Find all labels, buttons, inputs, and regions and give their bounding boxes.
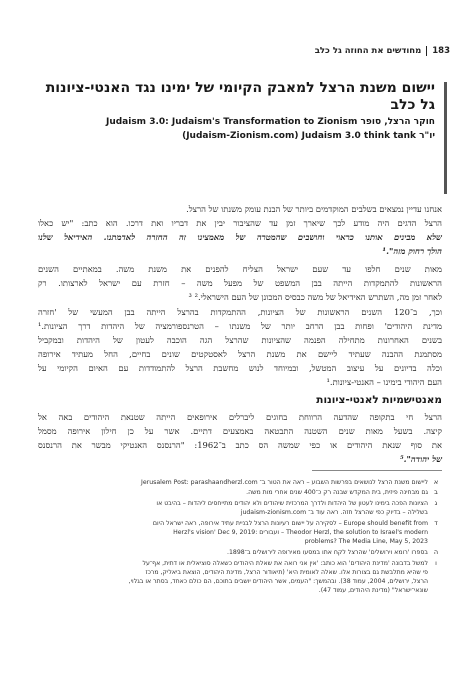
footnote-line: הרצל, ירושלים, 2004, עמוד 38). ובהמשך: "העמים, אשר היהודים יושבים בתוכם, הם כולם כאחד, בסתר או בגלוי, (128, 578, 428, 585)
body-line: העם היהודי בימינו – האנטי-ציונות.¹ (326, 377, 442, 387)
body-line: אנחנו עדיין נמצאים בשלבים המוקדמים ביותר של הבנת עומק משנתו של הרצל. (186, 204, 442, 214)
article-title-line1: יישום משנת הרצל למאבק הקיומי של ימינו נגד האנטי-ציונות (45, 80, 435, 96)
footnote-mark: א (433, 478, 439, 486)
footnote-line: בשלילה – בדיוק כפי שהרצל חזה. ראה עוד ב־ judaism-zionism.com (240, 509, 428, 516)
running-header (20, 44, 450, 58)
body-line-emphasis: הולך רחוק מזה".¹ (382, 246, 442, 256)
body-line-emphasis: שלא מבינים אותנו כראוי וחושבים שהמטרה של מאמצינו זה החזרה לאדמתנו. האידיאל שלנו (38, 232, 442, 242)
author-affiliation-2: (Judaism-Zionism.com) Judaism 3.0 think tank יו"ר (182, 131, 435, 141)
article-title-block (34, 80, 447, 198)
footnote-line: problems? The Media Line, May 5, 2023 (304, 538, 428, 545)
body-line: מדינת היהודים' ופחות בבן הרחב יותר של משנתו – הטרנספורמציה של היהדות דרך הציונות.¹ (38, 321, 442, 331)
header-title: מחודשים את החוזה גל כלב (314, 46, 422, 56)
footnote-line: הציונות הפכה בימינו לעטון של היהדות ולדרך המרכזית שיהודים ולא יהודים מתייחסים ליהדות – בהיבט או (156, 500, 428, 507)
body-line-emphasis: של יהודה".⁵ (399, 454, 442, 464)
footnote-mark: ה (433, 548, 439, 556)
footnote-line: שונאי־ישראל" (מדינת היהודים, עמוד 47). (318, 587, 428, 594)
body-line: וכלה בדיונים על עיצוב המטשל, ובמיוחד לנוש מחשבת הרצל להתמודדות עם האיום הקיומי על (38, 363, 442, 373)
footnote-line: למשל בדבונה 'מדינת היהודים' הוא כותב: 'אין אני רואה את שאלת היהודים כשאלה סוציאלית או דתית, אף־על (142, 560, 428, 567)
footnote-mark: ג (434, 499, 438, 507)
footnote-line: Europe should benefit from – לסקירה על יישום רעיונות הרצל לבניית עתיד אירופה, ראה ישראל היום (152, 520, 428, 527)
footnote-line: בספרו 'רומא וירושלים' שהרצל לקח אתו במסעו מאירופה לירושלים ב־1898. (227, 549, 428, 556)
footnote-separator (312, 470, 442, 471)
footnote-mark: ד (434, 519, 438, 527)
footnote-mark: ב (434, 488, 438, 496)
body-line: מסתמנת ההבנה שעתיד ליישם את משנת הרצל לאסטקטים שונים בחיים, החל מעתיד אירופה (38, 349, 442, 359)
footnote-line: Theodor Herzl, the solution to Israel's modern – ועבורים :Herzl's vision' Dec 9, 2019 (173, 529, 428, 536)
author-affiliation-1: Judaism 3.0: Judaism's Transformation to Zionism חוקר הרצל, סופר (105, 117, 435, 127)
body-line: הרצל חי בתקופה שהדעה הרווחת בחוגים ליברלים אירופאים הייתה שטנאת היהודים באה אל (38, 412, 442, 422)
article-title (34, 80, 435, 114)
article-author: גל כלב (390, 97, 435, 113)
footnote-mark: ו (435, 559, 437, 567)
body-line: מאות שנים חלפו עד שעם ישראל הצליח להפנים את משנת משה. במאתיים השנים (38, 264, 442, 274)
footnote-line: גם מבחינה פיזית, בית המקדש שבנה רק כ־400 שנים אחרי מות משה. (246, 489, 428, 496)
body-line: וכך, ב־120 השנים הראשונות של הציונות, ההתמקדות בהרצל הייתה בבן המעשי של 'חזרה (38, 307, 443, 317)
body-line: קיצה. בשעל מאות שנים השטנה התבטאה באמצעים דתיים. אשר על כן חילון אירופה מסמל (38, 426, 442, 436)
footnote-line: פי שהיא מתלבשת גם בצורות אלו. שאלה לאומית היא' (תיאודור הרצל, מדינת היהודים, הוצאת ביאליק, מרכז (145, 569, 428, 576)
footnote-line: ליישום משנת הרצל לנושאים בפרשות השבוע – ראה את הטור ב־ Jerusalem Post: parashaandherzl.com (141, 479, 428, 486)
body-line: הראשונות להתמקדות הייתה בבן המשפט של מפעל משה – חזרת עם ישראל לארצותו. רק (38, 278, 442, 288)
body-line: לאחר זמן מה, השתרש האידיאל של משה כבסיס המכונן של העם הישראלי.² ³ (188, 292, 442, 302)
section-heading: מאנטישמיות לאנטי-ציונות (316, 394, 442, 406)
title-accent-rule (444, 82, 447, 194)
body-line: את סוף שנאת היהודים או כפי שמשה הס כתב ב־1962: "הרנסנס האנטיקי מבשר את הרנסנס (38, 440, 442, 450)
header-divider (426, 46, 427, 56)
page-number: 183 (432, 46, 450, 56)
body-line: בשנים האחרונות מתחילה הפנמה שהציונות שהרצל הגה הוכבה לעטון של היהדות ובמקביל (38, 335, 442, 345)
body-line: הרצל הדגים היה מודע לכך שיארך זמן עד שהציבור יבין את דבריו ואת דרכו. הוא כתב: "יש כאלו (38, 218, 442, 228)
